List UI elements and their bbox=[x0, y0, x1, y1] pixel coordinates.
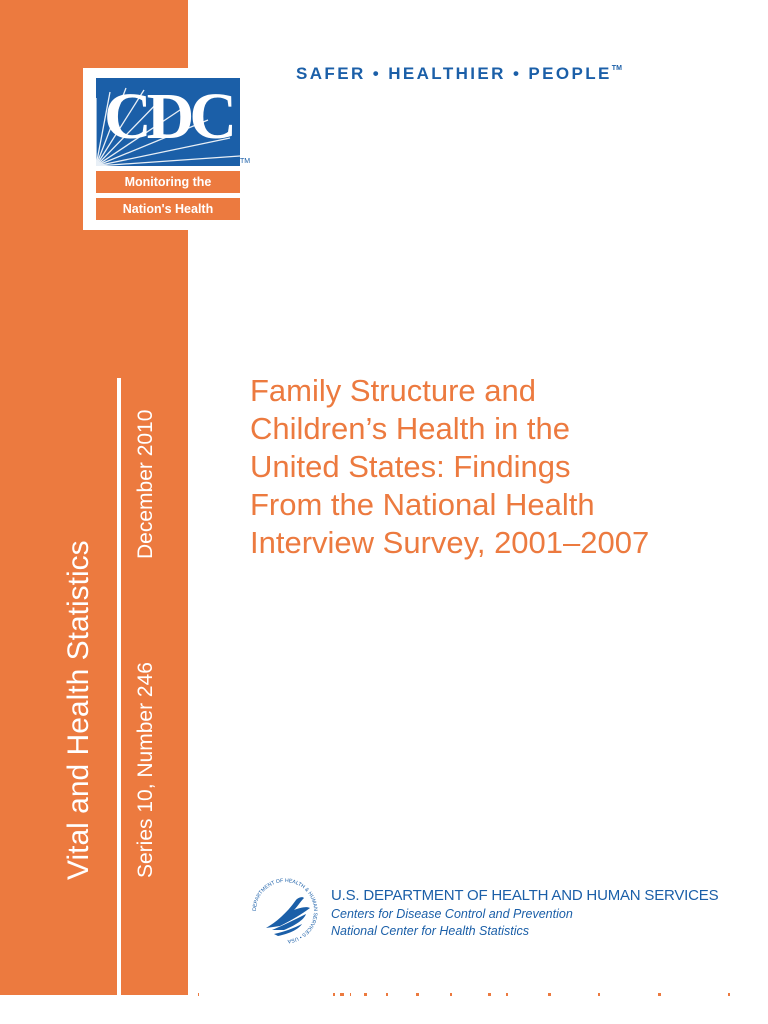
logo-tagline-2: Nation's Health bbox=[96, 198, 240, 220]
hhs-department: U.S. DEPARTMENT OF HEALTH AND HUMAN SERVICES bbox=[331, 887, 719, 904]
title-line: Family Structure and bbox=[250, 373, 536, 408]
bottom-scan-speckle bbox=[188, 992, 748, 998]
hhs-eagle-seal-icon bbox=[244, 870, 326, 952]
cdc-name: Centers for Disease Control and Prevention bbox=[331, 907, 573, 921]
logo-tagline-1: Monitoring the bbox=[96, 171, 240, 193]
title-line: Children’s Health in the bbox=[250, 411, 570, 446]
slogan-trademark: TM bbox=[611, 65, 622, 72]
hhs-block bbox=[331, 887, 718, 938]
report-title bbox=[250, 372, 730, 562]
slogan-text: SAFER • HEALTHIER • PEOPLE bbox=[296, 64, 612, 83]
title-line: From the National Health bbox=[250, 487, 595, 522]
cdc-logo-letters: CDC bbox=[104, 80, 232, 153]
band-divider-line bbox=[117, 378, 121, 995]
logo-trademark: TM bbox=[240, 158, 251, 165]
publication-date: December 2010 bbox=[134, 409, 157, 559]
series-number: Series 10, Number 246 bbox=[134, 662, 157, 878]
title-line: United States: Findings bbox=[250, 449, 571, 484]
series-title: Vital and Health Statistics bbox=[62, 540, 95, 880]
hhs-seal-text: DEPARTMENT OF HEALTH & HUMAN SERVICES • USA bbox=[251, 877, 319, 944]
nchs-name: National Center for Health Statistics bbox=[331, 924, 530, 938]
title-line: Interview Survey, 2001–2007 bbox=[250, 525, 650, 560]
slogan bbox=[296, 64, 622, 84]
cdc-logo-emblem bbox=[96, 78, 240, 166]
